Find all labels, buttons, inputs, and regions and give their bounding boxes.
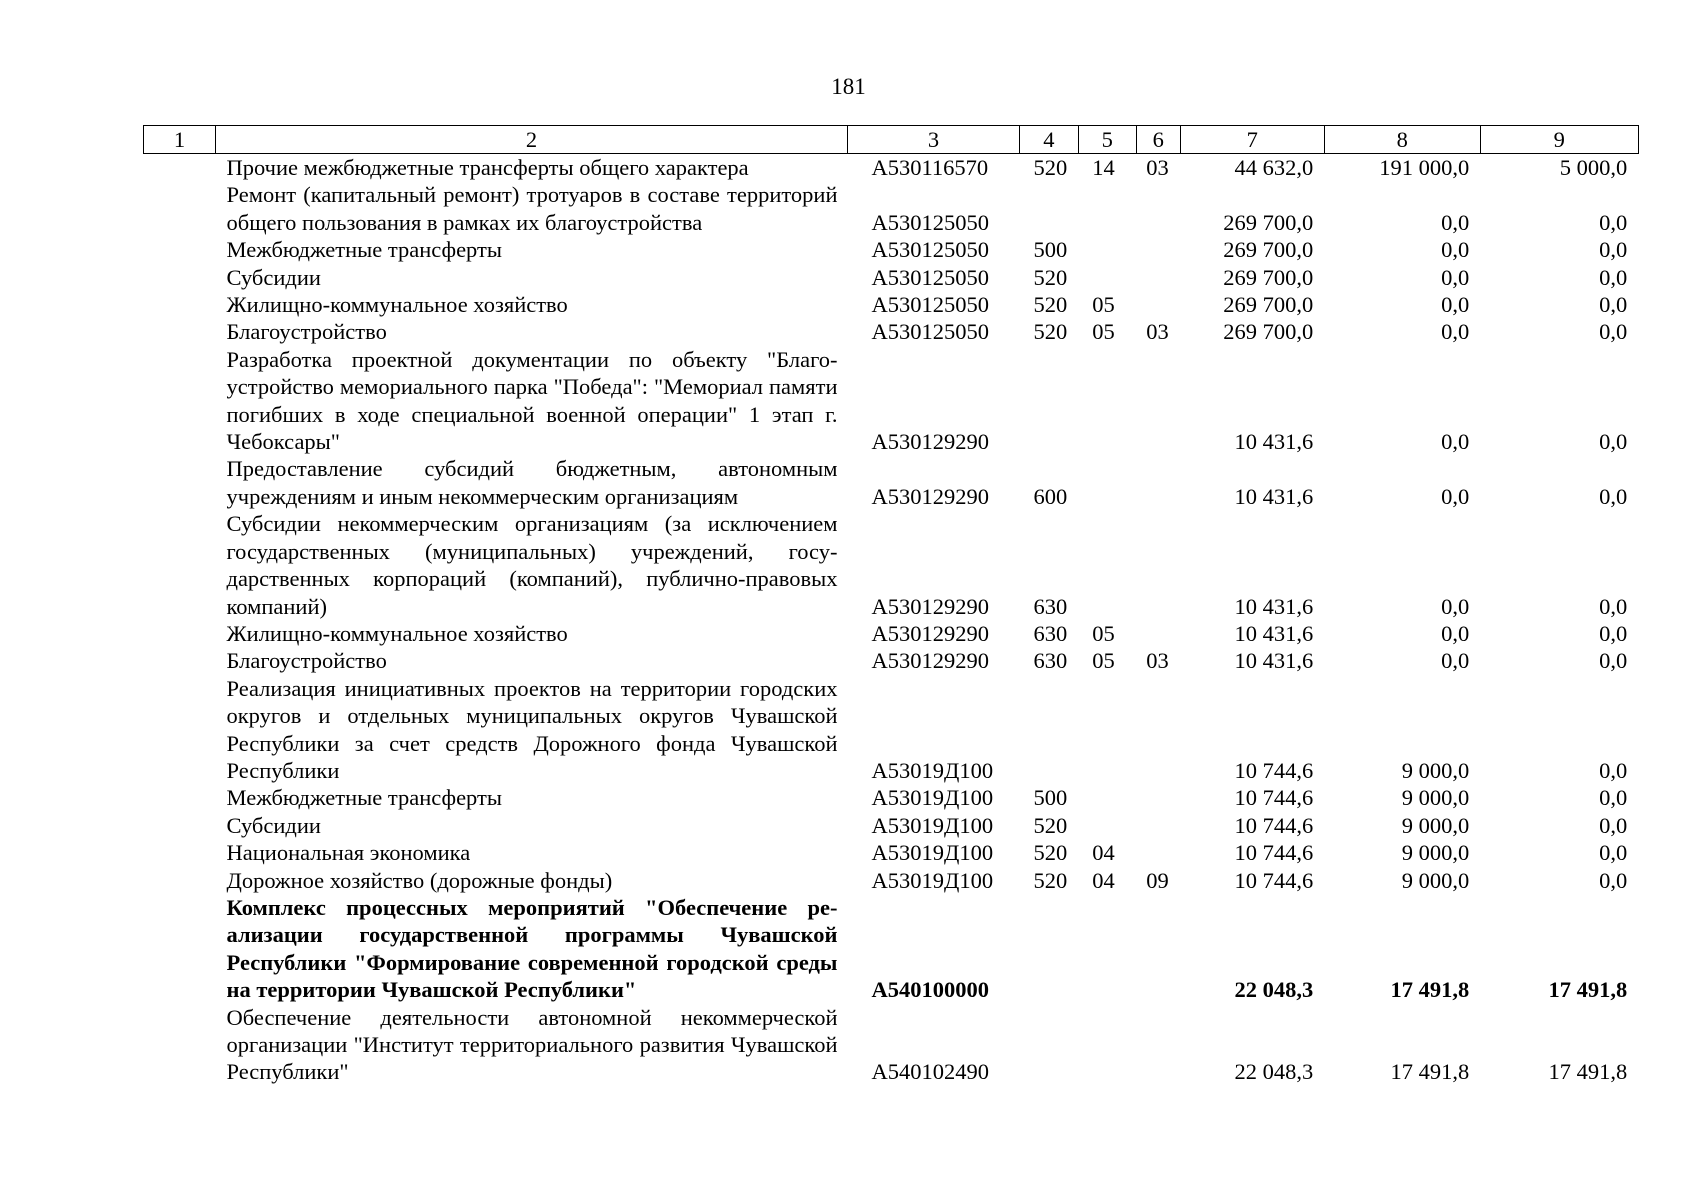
row-code: А530129290 [871, 620, 989, 646]
row-col-6 [1136, 291, 1180, 318]
table-header [144, 126, 1639, 154]
row-col-4: 500 [1033, 785, 1068, 811]
row-col-1 [144, 154, 216, 182]
row-name: Межбюджетные трансферты [226, 785, 502, 811]
row-value-7: 10 431,6 [1234, 593, 1314, 619]
header-col-5: 5 [1078, 126, 1136, 154]
row-value-9: 17 491,8 [1548, 1059, 1628, 1085]
row-col-6 [1136, 812, 1180, 839]
row-col-5 [1078, 1004, 1136, 1086]
row-value-7: 10 431,6 [1234, 429, 1314, 455]
table-row [144, 784, 1639, 811]
row-name: Субсидии [226, 812, 321, 838]
header-col-2: 2 [216, 126, 848, 154]
row-value-7: 269 700,0 [1223, 209, 1314, 235]
row-col-6 [1136, 510, 1180, 620]
table-row [144, 839, 1639, 866]
row-col-4 [1020, 894, 1079, 1004]
row-value-9: 0,0 [1599, 620, 1628, 646]
row-value-8: 17 491,8 [1390, 977, 1470, 1003]
row-col-1 [144, 455, 216, 510]
row-col-6 [1136, 181, 1180, 236]
row-col-1 [144, 812, 216, 839]
header-col-1: 1 [144, 126, 216, 154]
row-col-4: 520 [1033, 292, 1068, 318]
row-col-1 [144, 181, 216, 236]
row-col-5 [1078, 894, 1136, 1004]
table-row [144, 264, 1639, 291]
table-row [144, 455, 1639, 510]
row-code: А530116570 [871, 155, 989, 180]
row-value-8: 9 000,0 [1401, 785, 1470, 811]
row-value-9: 0,0 [1599, 319, 1628, 345]
row-col-1 [144, 647, 216, 674]
table-row [144, 318, 1639, 345]
row-col-5 [1078, 675, 1136, 785]
row-value-7: 269 700,0 [1223, 292, 1314, 318]
row-value-7: 269 700,0 [1223, 237, 1314, 263]
table-row [144, 510, 1639, 620]
row-col-6 [1136, 620, 1180, 647]
header-col-9: 9 [1480, 126, 1638, 154]
row-code: А530125050 [871, 209, 989, 235]
row-value-8: 0,0 [1441, 620, 1470, 646]
row-value-9: 0,0 [1599, 812, 1628, 838]
row-value-8: 0,0 [1441, 237, 1470, 263]
row-col-6 [1136, 839, 1180, 866]
row-value-8: 191 000,0 [1379, 155, 1470, 180]
row-code: А53019Д100 [871, 867, 994, 893]
row-code: А540102490 [871, 1059, 989, 1085]
table-row [144, 236, 1639, 263]
row-code: А530125050 [871, 292, 989, 318]
row-value-9: 0,0 [1599, 264, 1628, 290]
table-row [144, 1004, 1639, 1086]
row-name: Субсидии [226, 264, 321, 290]
row-value-8: 0,0 [1441, 292, 1470, 318]
row-value-9: 0,0 [1599, 429, 1628, 455]
table-row [144, 620, 1639, 647]
row-col-6 [1136, 894, 1180, 1004]
row-code: А530129290 [871, 429, 989, 455]
row-value-7: 10 744,6 [1234, 812, 1314, 838]
row-code: А530129290 [871, 483, 989, 509]
row-col-5: 04 [1092, 867, 1115, 893]
row-value-7: 10 744,6 [1234, 785, 1314, 811]
row-col-5 [1078, 346, 1136, 456]
row-col-4: 500 [1033, 237, 1068, 263]
row-col-4: 520 [1033, 319, 1068, 345]
row-col-4: 630 [1033, 648, 1068, 674]
row-col-4 [1020, 675, 1079, 785]
row-name: Предоставление субсидий бюджетным, автономным учреждениям и иным некоммерческим организациям [226, 456, 838, 509]
row-name: Жилищно-коммунальное хозяйство [226, 292, 568, 318]
row-col-5: 14 [1092, 155, 1115, 180]
table-row [144, 346, 1639, 456]
row-col-1 [144, 236, 216, 263]
row-col-5: 04 [1092, 840, 1115, 866]
row-value-8: 0,0 [1441, 648, 1470, 674]
row-code: А530125050 [871, 264, 989, 290]
row-value-9: 0,0 [1599, 757, 1628, 783]
row-col-4: 520 [1033, 867, 1068, 893]
row-value-9: 0,0 [1599, 867, 1628, 893]
row-code: А53019Д100 [871, 840, 994, 866]
row-value-8: 0,0 [1441, 209, 1470, 235]
row-col-5: 05 [1092, 319, 1115, 345]
row-code: А530125050 [871, 237, 989, 263]
row-col-6 [1136, 236, 1180, 263]
row-code: А530125050 [871, 319, 989, 345]
row-name: Обеспечение деятельности автономной некоммерческой организации "Институт территориального развития Чувашской Республики" [226, 1004, 838, 1085]
row-value-9: 0,0 [1599, 785, 1628, 811]
header-col-4: 4 [1020, 126, 1079, 154]
row-col-5 [1078, 812, 1136, 839]
row-col-5 [1078, 510, 1136, 620]
header-col-7: 7 [1180, 126, 1324, 154]
row-name: Дорожное хозяйство (дорожные фонды) [226, 867, 613, 893]
row-col-5 [1078, 784, 1136, 811]
row-col-1 [144, 346, 216, 456]
row-value-7: 22 048,3 [1234, 977, 1314, 1003]
table-row [144, 812, 1639, 839]
row-col-6 [1136, 1004, 1180, 1086]
row-col-4: 520 [1033, 812, 1068, 838]
row-value-8: 0,0 [1441, 593, 1470, 619]
header-col-8: 8 [1324, 126, 1480, 154]
table-row [144, 647, 1639, 674]
row-code: А530129290 [871, 648, 989, 674]
row-code: А53019Д100 [871, 757, 994, 783]
row-code: А53019Д100 [871, 785, 994, 811]
row-col-4 [1020, 346, 1079, 456]
row-value-7: 10 744,6 [1234, 757, 1314, 783]
budget-table [143, 125, 1639, 1086]
row-value-7: 10 431,6 [1234, 648, 1314, 674]
row-col-1 [144, 784, 216, 811]
row-col-1 [144, 867, 216, 894]
row-col-4: 630 [1033, 620, 1068, 646]
header-col-3: 3 [848, 126, 1020, 154]
row-value-9: 5 000,0 [1559, 155, 1628, 180]
row-value-9: 17 491,8 [1548, 977, 1628, 1003]
table-row [144, 181, 1639, 236]
row-name: Комплекс процессных мероприятий "Обеспечение реализации государственной программы Чувашской Республики "Формирование современной городской среды на территории Чувашской Республики" [226, 894, 838, 1003]
table-body [144, 154, 1639, 1086]
row-col-1 [144, 510, 216, 620]
table-row [144, 291, 1639, 318]
row-col-6 [1136, 455, 1180, 510]
row-value-8: 0,0 [1441, 483, 1470, 509]
row-col-5: 05 [1092, 620, 1115, 646]
row-name: Жилищно-коммунальное хозяйство [226, 620, 568, 646]
row-col-4: 600 [1033, 483, 1068, 509]
row-col-1 [144, 264, 216, 291]
row-code: А530129290 [871, 593, 989, 619]
row-value-8: 0,0 [1441, 264, 1470, 290]
row-value-9: 0,0 [1599, 483, 1628, 509]
row-col-6 [1136, 784, 1180, 811]
row-value-9: 0,0 [1599, 209, 1628, 235]
row-name: Прочие межбюджетные трансферты общего характера [226, 155, 749, 180]
header-row [144, 126, 1639, 154]
row-code: А540100000 [871, 977, 989, 1003]
row-name: Национальная экономика [226, 840, 471, 866]
row-col-1 [144, 1004, 216, 1086]
row-value-7: 269 700,0 [1223, 264, 1314, 290]
row-col-1 [144, 291, 216, 318]
row-col-6: 09 [1146, 867, 1169, 893]
row-col-6: 03 [1146, 155, 1169, 180]
row-col-1 [144, 675, 216, 785]
row-value-9: 0,0 [1599, 840, 1628, 866]
row-col-6 [1136, 675, 1180, 785]
row-col-1 [144, 620, 216, 647]
row-col-1 [144, 839, 216, 866]
row-value-7: 10 744,6 [1234, 840, 1314, 866]
table-row [144, 675, 1639, 785]
row-col-6 [1136, 346, 1180, 456]
row-value-9: 0,0 [1599, 593, 1628, 619]
row-value-9: 0,0 [1599, 648, 1628, 674]
row-code: А53019Д100 [871, 812, 994, 838]
row-value-9: 0,0 [1599, 292, 1628, 318]
row-col-4: 520 [1033, 264, 1068, 290]
row-value-8: 0,0 [1441, 319, 1470, 345]
row-col-1 [144, 894, 216, 1004]
row-name: Благоустройство [226, 319, 387, 345]
row-value-8: 17 491,8 [1390, 1059, 1470, 1085]
table-row [144, 894, 1639, 1004]
row-col-5 [1078, 181, 1136, 236]
row-col-4 [1020, 1004, 1079, 1086]
row-name: Благоустройство [226, 648, 387, 674]
row-value-7: 10 744,6 [1234, 867, 1314, 893]
row-col-4: 630 [1033, 593, 1068, 619]
row-value-7: 10 431,6 [1234, 483, 1314, 509]
row-name: Ремонт (капитальный ремонт) тротуаров в составе территорий общего пользования в рамках их благоустройства [226, 182, 838, 235]
row-col-6 [1136, 264, 1180, 291]
row-col-5: 05 [1092, 292, 1115, 318]
row-value-8: 9 000,0 [1401, 867, 1470, 893]
header-col-6: 6 [1136, 126, 1180, 154]
row-col-1 [144, 318, 216, 345]
row-value-8: 9 000,0 [1401, 757, 1470, 783]
table-row [144, 154, 1639, 182]
row-col-5: 05 [1092, 648, 1115, 674]
row-value-8: 0,0 [1441, 429, 1470, 455]
table-row [144, 867, 1639, 894]
row-name: Реализация инициативных проектов на территории городских округов и отдельных муниципальных округов Чувашской Республики за счет средств Дорожного фонда Чувашской Республики [226, 675, 838, 783]
row-name: Межбюджетные трансферты [226, 237, 502, 263]
row-col-4 [1020, 181, 1079, 236]
row-col-6: 03 [1146, 319, 1169, 345]
row-value-7: 22 048,3 [1234, 1059, 1314, 1085]
row-value-7: 10 431,6 [1234, 620, 1314, 646]
row-value-7: 269 700,0 [1223, 319, 1314, 345]
row-name: Разработка проектной документации по объекту "Благоустройство мемориального парка "Победа": "Мемориал памяти погибших в ходе специальной военной операции" 1 этап г. Чебоксары" [226, 346, 838, 455]
row-col-5 [1078, 236, 1136, 263]
row-col-5 [1078, 455, 1136, 510]
page-number: 181 [831, 74, 866, 99]
row-value-9: 0,0 [1599, 237, 1628, 263]
row-col-4: 520 [1033, 840, 1068, 866]
row-col-6: 03 [1146, 648, 1169, 674]
row-name: Субсидии некоммерческим организациям (за исключением государственных (муниципальных) учреждений, государственных корпораций (компаний), публично-правовых компаний) [226, 511, 838, 619]
row-col-5 [1078, 264, 1136, 291]
row-value-8: 9 000,0 [1401, 812, 1470, 838]
row-value-8: 9 000,0 [1401, 840, 1470, 866]
row-col-4: 520 [1033, 155, 1068, 180]
row-value-7: 44 632,0 [1234, 155, 1314, 180]
